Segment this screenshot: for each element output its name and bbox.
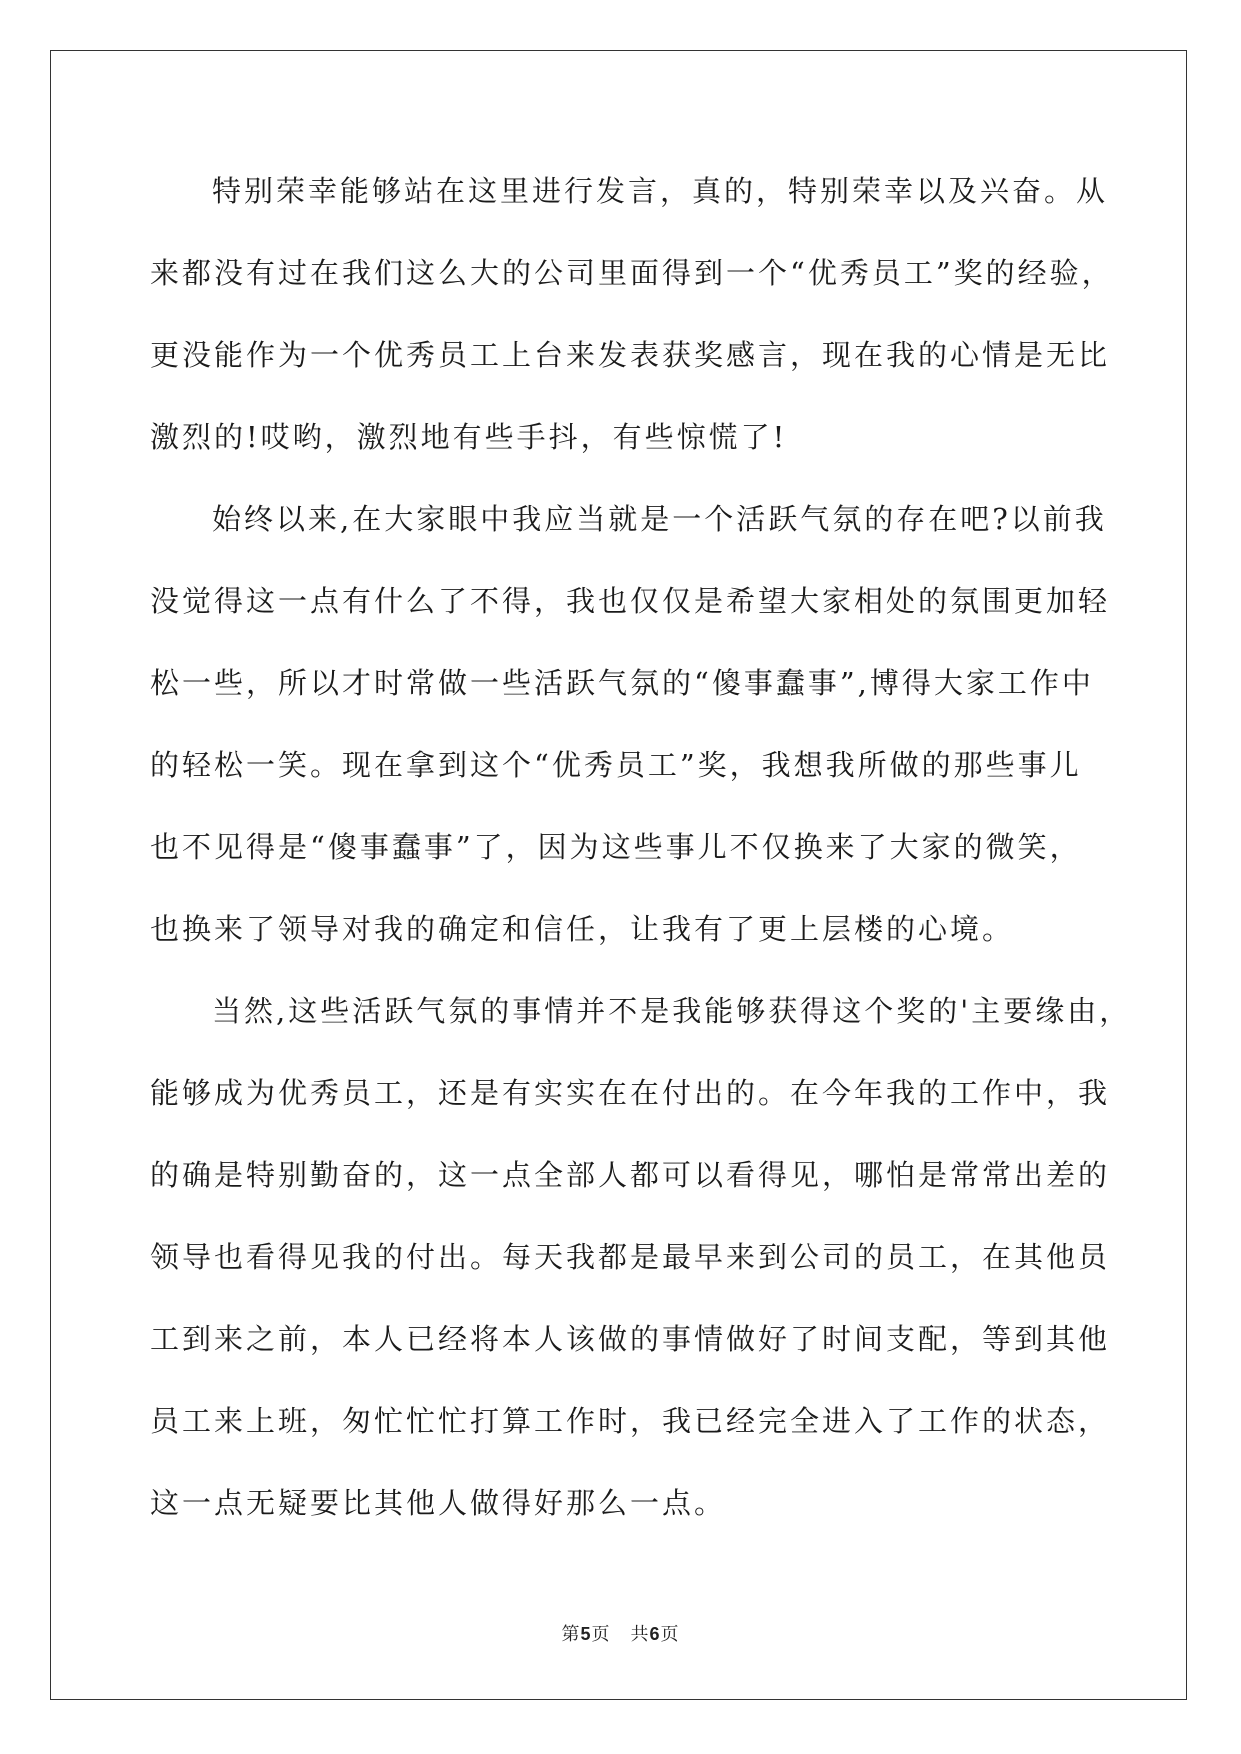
paragraph-2-line-1: 始终以来,在大家眼中我应当就是一个活跃气氛的存在吧?以前我	[212, 502, 1107, 536]
paragraph-3-line-7: 这一点无疑要比其他人做得好那么一点。	[150, 1486, 727, 1520]
paragraph-2-line-3: 松一些，所以才时常做一些活跃气氛的“傻事蠢事”,博得大家工作中	[150, 666, 1094, 700]
page-suffix: 页	[591, 1624, 611, 1645]
paragraph-3-line-1: 当然,这些活跃气氛的事情并不是我能够获得这个奖的'主要缘由，	[212, 994, 1132, 1028]
total-pages: 6	[649, 1624, 661, 1644]
paragraph-3-line-3: 的确是特别勤奋的，这一点全部人都可以看得见，哪怕是常常出差的	[150, 1158, 1111, 1192]
paragraph-2-line-2: 没觉得这一点有什么了不得，我也仅仅是希望大家相处的氛围更加轻	[150, 584, 1111, 618]
page-prefix: 第	[561, 1624, 581, 1645]
paragraph-2-line-4: 的轻松一笑。现在拿到这个“优秀员工”奖，我想我所做的那些事儿	[150, 748, 1082, 782]
paragraph-2-line-5: 也不见得是“傻事蠢事”了，因为这些事儿不仅换来了大家的微笑，	[150, 830, 1082, 864]
total-suffix: 页	[660, 1624, 680, 1645]
total-prefix: 共	[630, 1624, 650, 1645]
paragraph-1-line-2: 来都没有过在我们这么大的公司里面得到一个“优秀员工”奖的经验，	[150, 256, 1114, 290]
paragraph-2-line-6: 也换来了领导对我的确定和信任，让我有了更上层楼的心境。	[150, 912, 1015, 946]
paragraph-3-line-5: 工到来之前，本人已经将本人该做的事情做好了时间支配，等到其他	[150, 1322, 1111, 1356]
page-number: 5	[580, 1624, 592, 1644]
page-footer	[0, 1620, 1241, 1646]
paragraph-1-line-4: 激烈的!哎哟，激烈地有些手抖，有些惊慌了!	[150, 420, 788, 454]
paragraph-3-line-4: 领导也看得见我的付出。每天我都是最早来到公司的员工，在其他员	[150, 1240, 1111, 1274]
document-body	[150, 150, 1132, 1544]
paragraph-3-line-6: 员工来上班，匆忙忙忙打算工作时，我已经完全进入了工作的状态，	[150, 1404, 1111, 1438]
paragraph-1-line-3: 更没能作为一个优秀员工上台来发表获奖感言，现在我的心情是无比	[150, 338, 1111, 372]
paragraph-1-line-1: 特别荣幸能够站在这里进行发言，真的，特别荣幸以及兴奋。从	[212, 174, 1109, 208]
paragraph-3-line-2: 能够成为优秀员工，还是有实实在在付出的。在今年我的工作中，我	[150, 1076, 1111, 1110]
